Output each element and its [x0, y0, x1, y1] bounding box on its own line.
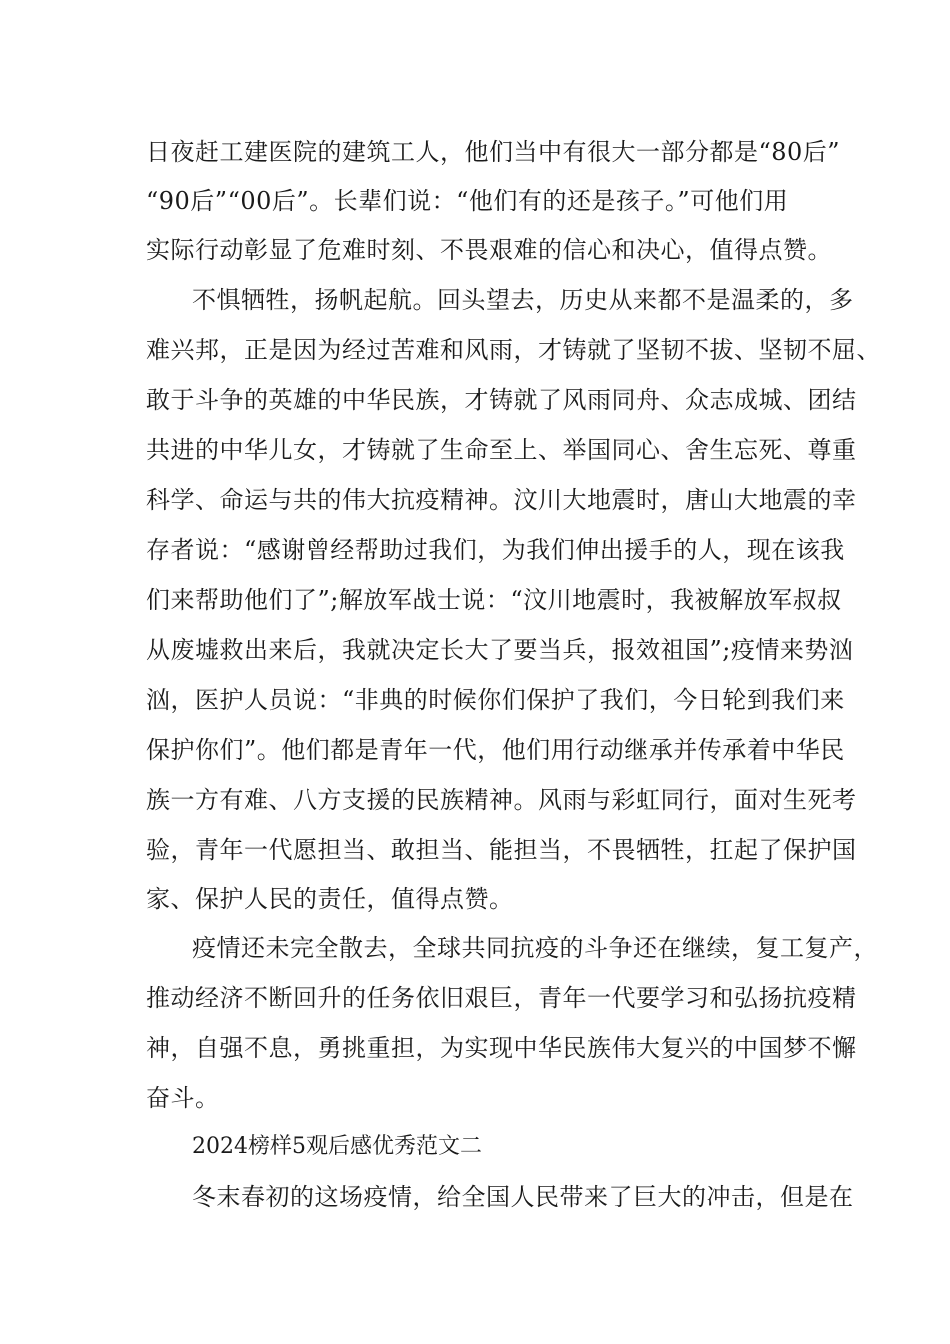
paragraph-2-line-10: 保护你们”。他们都是青年一代，他们用行动继承并传承着中华民	[146, 736, 845, 764]
paragraph-2-line-2: 难兴邦，正是因为经过苦难和风雨，才铸就了坚韧不拔、坚韧不屈、	[146, 336, 881, 364]
paragraph-2-line-4: 共进的中华儿女，才铸就了生命至上、举国同心、舍生忘死、尊重	[146, 436, 857, 464]
paragraph-2-line-9: 汹，医护人员说：“非典的时候你们保护了我们，今日轮到我们来	[146, 686, 845, 714]
paragraph-3-line-2: 推动经济不断回升的任务依旧艰巨，青年一代要学习和弘扬抗疫精	[146, 984, 857, 1012]
paragraph-2-line-12: 验，青年一代愿担当、敢担当、能担当，不畏牺牲，扛起了保护国	[146, 836, 857, 864]
paragraph-1-line-2: “90后”“00后”。长辈们说：“他们有的还是孩子。”可他们用	[146, 187, 789, 215]
paragraph-4-line-1: 冬末春初的这场疫情，给全国人民带来了巨大的冲击，但是在	[192, 1183, 854, 1211]
paragraph-2-line-1: 不惧牺牲，扬帆起航。回头望去，历史从来都不是温柔的，多	[192, 286, 854, 314]
paragraph-2-line-8: 从废墟救出来后，我就决定长大了要当兵，报效祖国”;疫情来势汹	[146, 636, 854, 664]
paragraph-3-line-4: 奋斗。	[146, 1084, 220, 1112]
paragraph-3-line-1: 疫情还未完全散去，全球共同抗疫的斗争还在继续，复工复产，	[192, 934, 878, 962]
paragraph-2-line-3: 敢于斗争的英雄的中华民族，才铸就了风雨同舟、众志成城、团结	[146, 386, 857, 414]
paragraph-1-line-1: 日夜赶工建医院的建筑工人，他们当中有很大一部分都是“80后”	[146, 138, 841, 166]
paragraph-2-line-13: 家、保护人民的责任，值得点赞。	[146, 885, 514, 913]
paragraph-1-line-3: 实际行动彰显了危难时刻、不畏艰难的信心和决心，值得点赞。	[146, 236, 832, 264]
paragraph-3-line-3: 神，自强不息，勇挑重担，为实现中华民族伟大复兴的中国梦不懈	[146, 1034, 857, 1062]
paragraph-2-line-6: 存者说：“感谢曾经帮助过我们，为我们伸出援手的人，现在该我	[146, 536, 845, 564]
paragraph-2-line-7: 们来帮助他们了”;解放军战士说：“汶川地震时，我被解放军叔叔	[146, 586, 842, 614]
paragraph-2-line-11: 族一方有难、八方支援的民族精神。风雨与彩虹同行，面对生死考	[146, 786, 857, 814]
section-heading: 2024榜样5观后感优秀范文二	[192, 1134, 482, 1159]
paragraph-2-line-5: 科学、命运与共的伟大抗疫精神。汶川大地震时，唐山大地震的幸	[146, 486, 857, 514]
